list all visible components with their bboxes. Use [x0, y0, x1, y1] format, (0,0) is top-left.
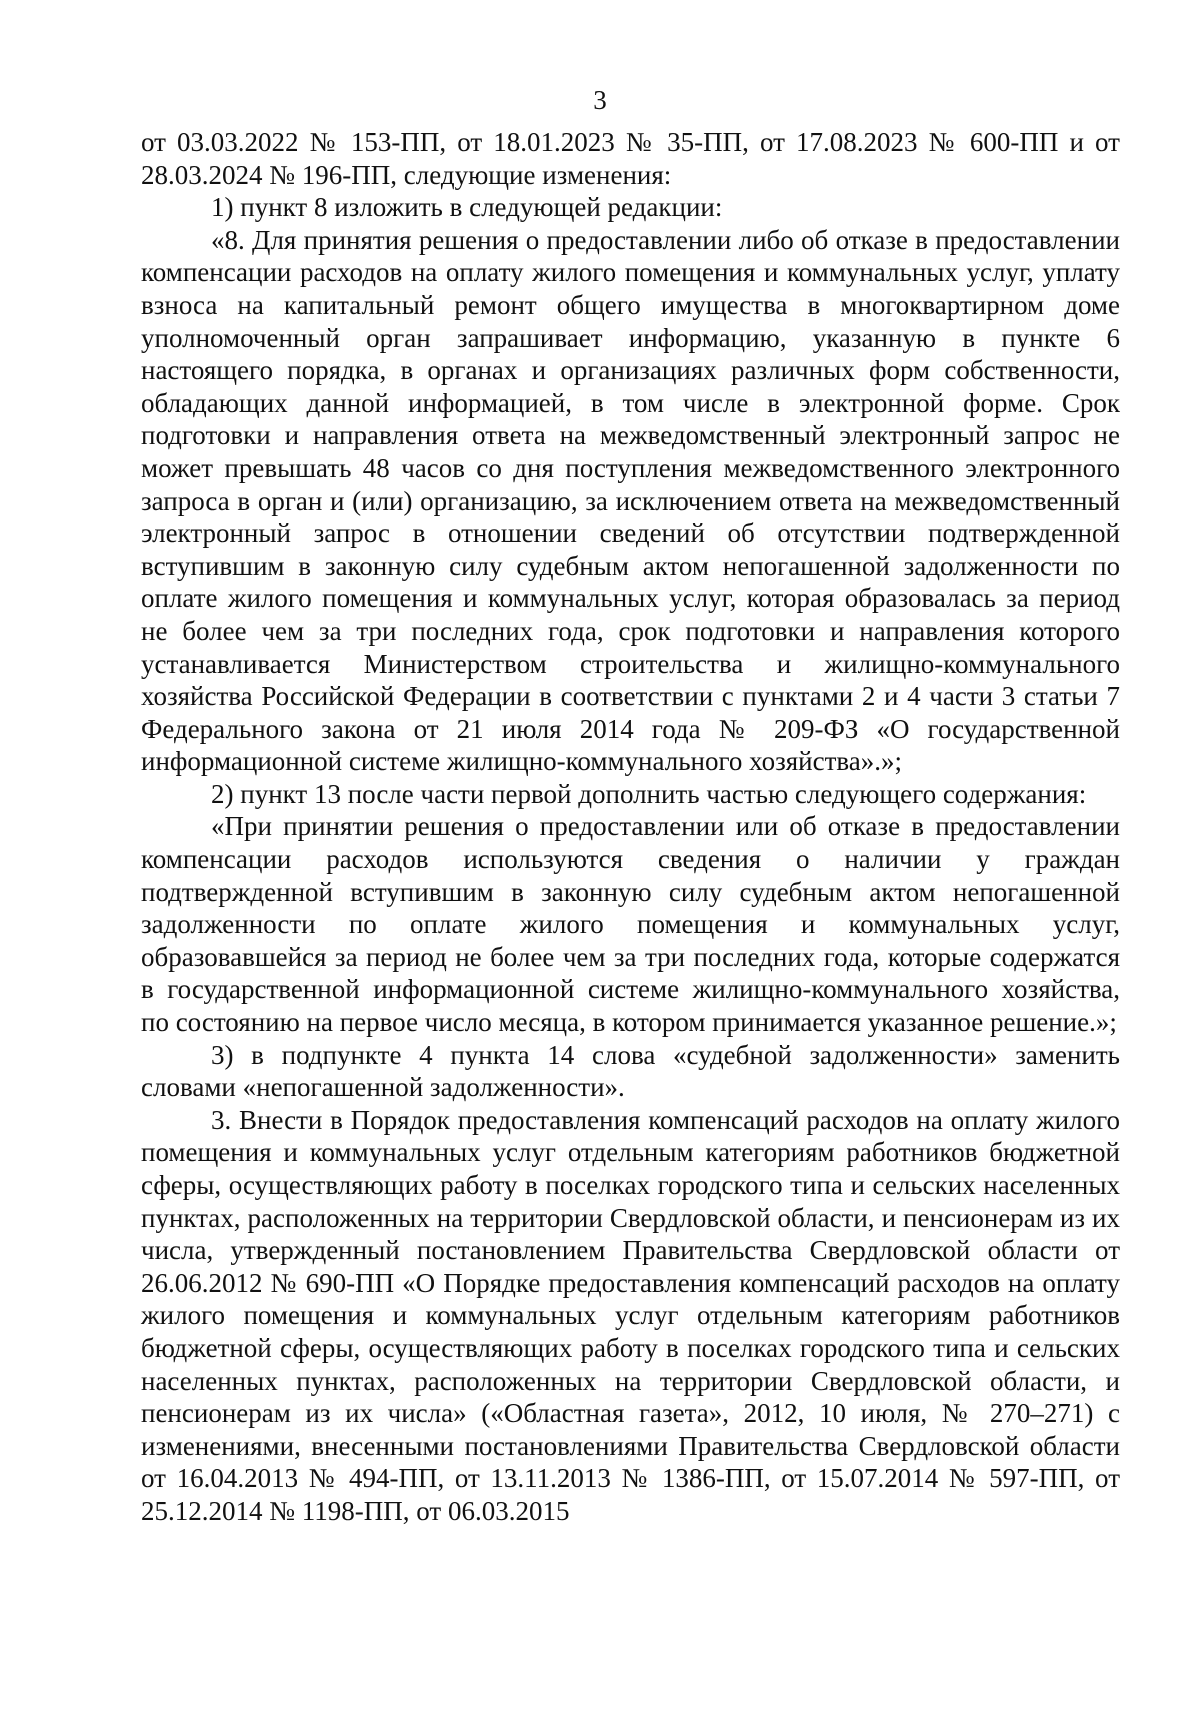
page-number: 3: [593, 85, 607, 115]
document-body: [141, 126, 1120, 1528]
paragraph-item-1: 1) пункт 8 изложить в следующей редакции:: [211, 192, 723, 223]
paragraph-section-3: 3. Внести в Порядок предоставления компенсаций расходов на оплату жилого помещения и коммунальных услуг отдельным категориям работников бюджетной сферы, осуществляющих работу в поселках городского типа и сельских населенных пунктах, расположенных на территории Свердловской области, и пенсионерам из их числа, утвержденный постановлением Правительства Свердловской области от 26.06.2012 № 690-ПП «О Порядке предоставления компенсаций расходов на оплату жилого помещения и коммунальных услуг отдельным категориям работников бюджетной сферы, осуществляющих работу в поселках городского типа и сельских населенных пунктах, расположенных на территории Свердловской области, и пенсионерам из их числа» («Областная газета», 2012, 10 июля, № 270–271) с изменениями, внесенными постановлениями Правительства Свердловской области от 16.04.2013 № 494-ПП, от 13.11.2013 № 1386-ПП, от 15.07.2014 № 597-ПП, от 25.12.2014 № 1198-ПП, от 06.03.2015: [141, 1104, 1120, 1526]
paragraph-item-3: 3) в подпункте 4 пункта 14 слова «судебной задолженности» заменить словами «непогашенной задолженности».: [141, 1039, 1120, 1103]
paragraph-continuation: от 03.03.2022 № 153-ПП, от 18.01.2023 № 35-ПП, от 17.08.2023 № 600-ПП и от 28.03.2024 № 196-ПП, следующие изменения:: [141, 127, 1120, 190]
paragraph-quoted-point-8: «8. Для принятия решения о предоставлении либо об отказе в предоставлении компенсации расходов на оплату жилого помещения и коммунальных услуг, уплату взноса на капитальный ремонт общего имущества в многоквартирном доме уполномоченный орган запрашивает информацию, указанную в пункте 6 настоящего порядка, в органах и организациях различных форм собственности, обладающих данной информацией, в том числе в электронной форме. Срок подготовки и направления ответа на межведомственный электронный запрос не может превышать 48 часов со дня поступления межведомственного электронного запроса в орган и (или) организацию, за исключением ответа на межведомственный электронный запрос в отношении сведений об отсутствии подтвержденной вступившим в законную силу судебным актом непогашенной задолженности по оплате жилого помещения и коммунальных услуг, которая образовалась за период не более чем за три последних года, срок подготовки и направления которого устанавливается Министерством строительства и жилищно-коммунального хозяйства Российской Федерации в соответствии с пунктами 2 и 4 части 3 статьи 7 Федерального закона от 21 июля 2014 года № 209-ФЗ «О государственной информационной системе жилищно-коммунального хозяйства».»;: [141, 224, 1120, 777]
paragraph-item-2: 2) пункт 13 после части первой дополнить частью следующего содержания:: [211, 778, 1087, 809]
paragraph-quoted-addition: «При принятии решения о предоставлении или об отказе в предоставлении компенсации расходов используются сведения о наличии у граждан подтвержденной вступившим в законную силу судебным актом непогашенной задолженности по оплате жилого помещения и коммунальных услуг, образовавшейся за период не более чем за три последних года, которые содержатся в государственной информационной системе жилищно-коммунального хозяйства, по состоянию на первое число месяца, в котором принимается указанное решение.»;: [141, 811, 1120, 1038]
